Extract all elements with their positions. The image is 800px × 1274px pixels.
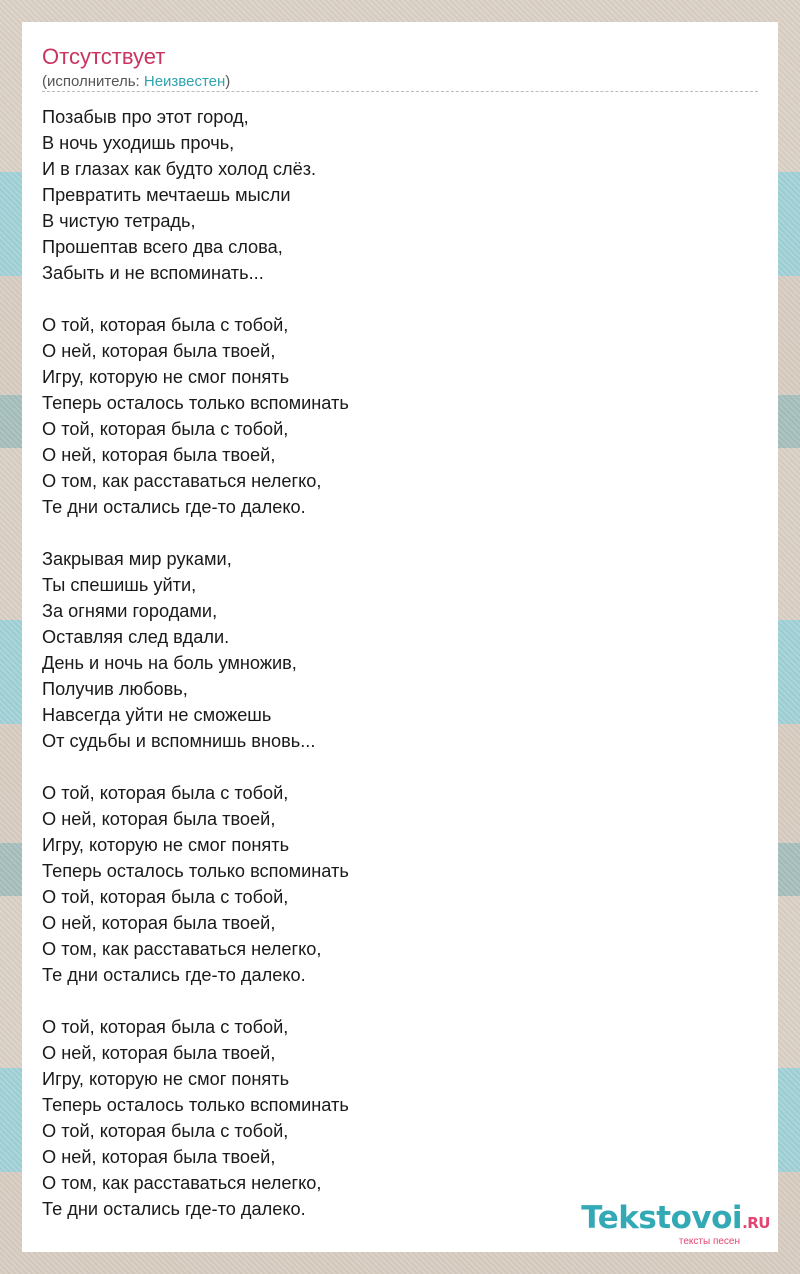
lyric-line: В чистую тетрадь, bbox=[42, 211, 196, 231]
lyrics-stanza bbox=[42, 780, 752, 988]
lyric-line: О ней, которая была твоей, bbox=[42, 1147, 276, 1167]
lyric-line: О той, которая была с тобой, bbox=[42, 1121, 289, 1141]
lyrics-stanza bbox=[42, 312, 752, 520]
lyric-line: О ней, которая была твоей, bbox=[42, 1043, 276, 1063]
lyric-line: Теперь осталось только вспоминать bbox=[42, 861, 349, 881]
lyric-line: О том, как расставаться нелегко, bbox=[42, 939, 322, 959]
lyric-line: Те дни остались где-то далеко. bbox=[42, 497, 306, 517]
lyric-line: О той, которая была с тобой, bbox=[42, 419, 289, 439]
lyric-line: За огнями городами, bbox=[42, 601, 218, 621]
lyric-line: И в глазах как будто холод слёз. bbox=[42, 159, 317, 179]
lyric-line: Игру, которую не смог понять bbox=[42, 367, 290, 387]
lyrics-stanza bbox=[42, 104, 752, 286]
lyrics-stanza bbox=[42, 546, 752, 754]
lyric-line: О той, которая была с тобой, bbox=[42, 887, 289, 907]
lyric-line: Ты спешишь уйти, bbox=[42, 575, 197, 595]
lyric-line: О том, как расставаться нелегко, bbox=[42, 471, 322, 491]
lyric-line: Те дни остались где-то далеко. bbox=[42, 1199, 306, 1219]
lyric-line: День и ночь на боль умножив, bbox=[42, 653, 297, 673]
logo-name: Tekstovoi bbox=[581, 1200, 743, 1236]
artist-suffix: ) bbox=[225, 73, 231, 90]
artist-line bbox=[42, 73, 230, 91]
site-logo[interactable] bbox=[581, 1201, 770, 1248]
artist-prefix: (исполнитель: bbox=[42, 73, 144, 90]
lyric-line: Оставляя след вдали. bbox=[42, 627, 230, 647]
lyric-line: Те дни остались где-то далеко. bbox=[42, 965, 306, 985]
lyric-line: О ней, которая была твоей, bbox=[42, 341, 276, 361]
lyric-line: Теперь осталось только вспоминать bbox=[42, 1095, 349, 1115]
lyric-line: Игру, которую не смог понять bbox=[42, 835, 290, 855]
lyric-line: О том, как расставаться нелегко, bbox=[42, 1173, 322, 1193]
lyric-line: Закрывая мир руками, bbox=[42, 549, 232, 569]
lyric-line: О ней, которая была твоей, bbox=[42, 445, 276, 465]
logo-tagline: тексты песен bbox=[678, 1236, 740, 1247]
lyrics-card bbox=[22, 22, 778, 1252]
lyric-line: О той, которая была с тобой, bbox=[42, 783, 289, 803]
logo-tld: .RU bbox=[742, 1214, 770, 1232]
lyric-line: В ночь уходишь прочь, bbox=[42, 133, 235, 153]
lyric-line: Игру, которую не смог понять bbox=[42, 1069, 290, 1089]
lyric-line: О ней, которая была твоей, bbox=[42, 913, 276, 933]
lyric-line: Забыть и не вспоминать... bbox=[42, 263, 264, 283]
lyric-line: О той, которая была с тобой, bbox=[42, 1017, 289, 1037]
lyric-line: Позабыв про этот город, bbox=[42, 107, 249, 127]
lyric-line: Прошептав всего два слова, bbox=[42, 237, 283, 257]
lyric-line: Получив любовь, bbox=[42, 679, 188, 699]
artist-link[interactable]: Неизвестен bbox=[143, 73, 226, 90]
lyric-line: От судьбы и вспомнишь вновь... bbox=[42, 731, 316, 751]
song-title: Отсутствует bbox=[42, 44, 166, 69]
lyric-line: Превратить мечтаешь мысли bbox=[42, 185, 291, 205]
lyric-line: О той, которая была с тобой, bbox=[42, 315, 289, 335]
lyric-line: О ней, которая была твоей, bbox=[42, 809, 276, 829]
lyrics-stanza bbox=[42, 1014, 752, 1222]
divider bbox=[42, 91, 758, 92]
logo-wordmark bbox=[581, 1201, 770, 1240]
lyric-line: Теперь осталось только вспоминать bbox=[42, 393, 349, 413]
lyric-line: Навсегда уйти не сможешь bbox=[42, 705, 272, 725]
lyrics-body bbox=[42, 104, 752, 1248]
